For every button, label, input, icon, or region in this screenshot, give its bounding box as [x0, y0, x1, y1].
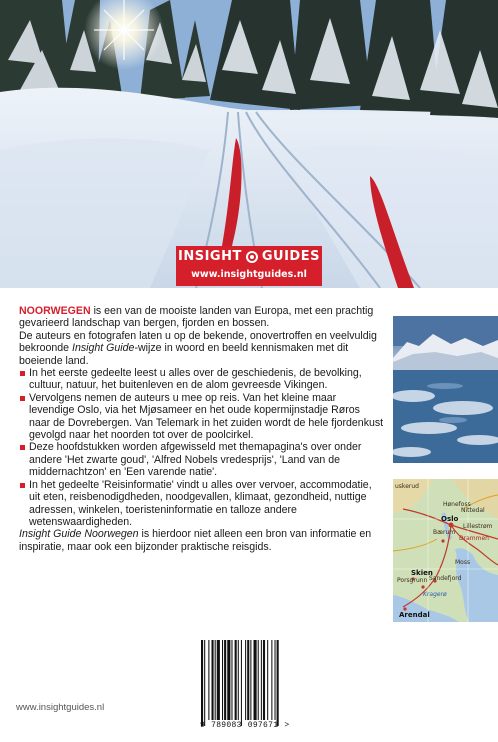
barcode-bar [258, 640, 259, 720]
badge-brand-left: INSIGHT [178, 249, 242, 264]
logo-ring-icon [246, 251, 258, 263]
list-item: Vervolgens nemen de auteurs u mee op reis. Van het kleine maar levendige Oslo, via het Mjøsameer en het oude kopermijnstadje Røros naar de Dovrebergen. Van Telemark in het zuiden wordt de hele fjordenkust gevolgd naar het noorden tot over de poolcirkel. [19, 392, 384, 442]
barcode-bar [241, 640, 242, 726]
barcode-bar [250, 640, 251, 720]
map-label: Lillestrøm [463, 523, 493, 530]
insight-guides-badge [176, 246, 322, 286]
barcode-bar [201, 640, 203, 726]
barcode-bar [224, 640, 226, 720]
map-label: Kragerø [423, 591, 447, 598]
footer-url[interactable]: www.insightguides.nl [16, 702, 105, 713]
map-detail [393, 479, 498, 622]
intro-p2-after: -wijze in woord en beeld kennismaken met dit boeiende land. [19, 342, 349, 367]
barcode-bar [217, 640, 220, 720]
barcode-bar [231, 640, 232, 720]
list-item: Deze hoofdstukken worden afgewisseld met themapagina's over onder andere 'Het zwarte goud', 'Alfred Nobels vredesprijs', 'Land van de middernachtzon' en 'Een varende natie'. [19, 441, 384, 478]
map-label: Oslo [441, 515, 459, 523]
barcode-bar [208, 640, 209, 720]
barcode-bar [263, 640, 265, 720]
barcode-bar [271, 640, 272, 720]
snow-forest-illustration [0, 0, 498, 288]
map-label: Bærum [433, 529, 456, 536]
map-label: Arendal [399, 611, 430, 619]
isbn-part: 789083 [211, 721, 242, 730]
barcode-bar [227, 640, 230, 720]
map-label: Porsgrunn [397, 577, 428, 584]
cover-photo-ski-tracks [0, 0, 498, 288]
map-label: uskerud [395, 483, 419, 490]
barcode-bar [245, 640, 246, 720]
intro-p2-before: De auteurs en fotografen laten u op de bekende, onovertroffen en veelvuldig bekroonde [19, 329, 377, 355]
isbn-number [200, 722, 310, 730]
closing-em: Insight Guide Noorwegen [19, 528, 139, 541]
barcode-bar [267, 640, 268, 720]
barcode-bar [215, 640, 216, 720]
back-cover-text [19, 305, 384, 553]
lead-word: NOORWEGEN [19, 305, 91, 317]
map-label: Nittedal [461, 507, 485, 514]
barcode-bar [204, 640, 205, 726]
map-label: Hønefoss [443, 501, 471, 508]
closing-paragraph [19, 528, 384, 553]
insight-guides-logo [176, 249, 322, 264]
barcode-bar [222, 640, 223, 720]
barcode-bar [238, 640, 239, 720]
isbn-barcode [199, 640, 299, 732]
intro-p2-em: Insight Guide [72, 342, 135, 355]
map-label: Drammen [459, 535, 489, 542]
intro-paragraph-1 [19, 305, 384, 330]
barcode-bar [247, 640, 249, 720]
fjord-photo [393, 316, 498, 463]
badge-url: www.insightguides.nl [191, 269, 307, 280]
map-label: Moss [455, 559, 471, 566]
intro-paragraph-2 [19, 330, 384, 367]
map-label: Sandefjord [429, 575, 462, 582]
barcode-bar [254, 640, 257, 720]
list-item: In het eerste gedeelte leest u alles over de geschiedenis, de bevolking, cultuur, natuur, het buitenleven en de alom gevreesde Vikingen. [19, 367, 384, 392]
isbn-part: > [284, 721, 290, 730]
intro-p1-rest: is een van de mooiste landen van Europa, met een prachtig gevarieerd landschap van bergen, fjorden en bossen. [19, 305, 374, 330]
isbn-part: 9 [200, 721, 206, 730]
barcode-bar [277, 640, 279, 726]
frozen-fjord-illustration [393, 316, 498, 463]
barcode-bar [261, 640, 262, 720]
barcode-bar [235, 640, 237, 720]
closing-rest: is hierdoor niet alleen een bron van informatie en inspiratie, maar ook een bijzonder praktische reisgids. [19, 528, 372, 553]
barcode-bar [212, 640, 214, 720]
barcode-bar [275, 640, 276, 720]
map-label: Skien [411, 569, 433, 577]
isbn-part: 097671 [247, 721, 279, 730]
badge-brand-right: GUIDES [261, 249, 320, 264]
feature-list [19, 367, 384, 528]
list-item: In het gedeelte 'Reisinformatie' vindt u alles over vervoer, accommodatie, uit eten, reisbenodigdheden, noodgevallen, klimaat, gezondheid, nuttige adressen, winkelen, toeristeninformatie en talloze andere wetenswaardigheden. [19, 479, 384, 529]
